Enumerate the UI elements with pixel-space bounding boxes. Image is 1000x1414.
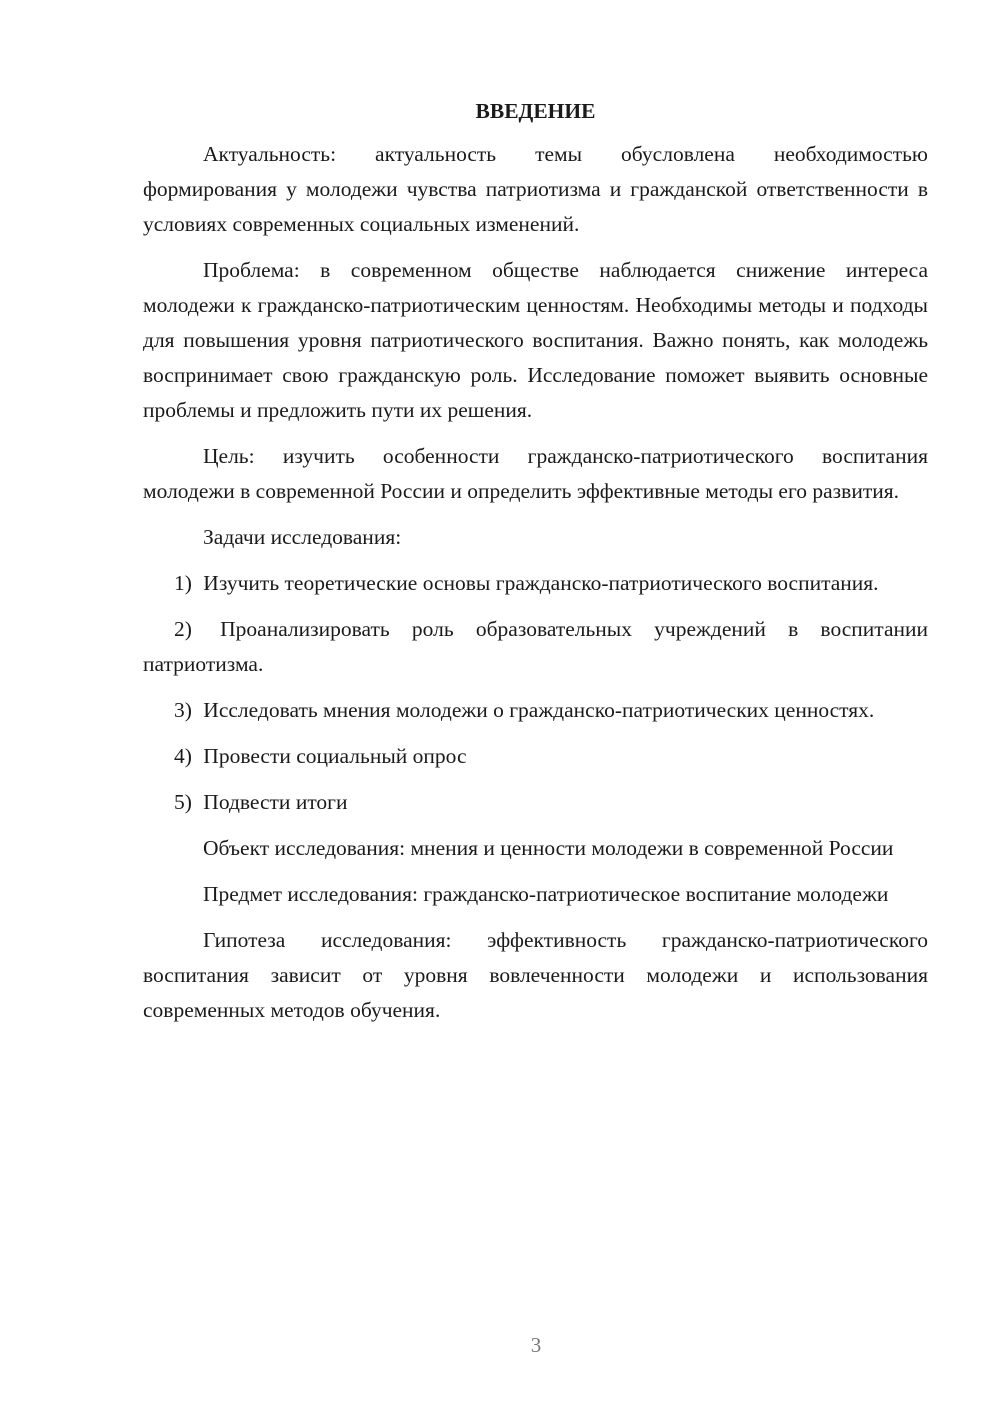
document-page	[143, 96, 928, 1039]
task-number: 1)	[174, 571, 192, 595]
task-item	[143, 693, 928, 728]
task-text: Провести социальный опрос	[203, 744, 467, 768]
tasks-heading: Задачи исследования:	[203, 525, 402, 549]
section-title: ВВЕДЕНИЕ	[475, 99, 596, 123]
relevance-paragraph: Актуальность: актуальность темы обусловлена необходимостью формирования у молодежи чувства патриотизма и гражданской ответственности в условиях современных социальных изменений.	[143, 142, 928, 236]
page-number: 3	[530, 1333, 542, 1357]
task-item	[143, 739, 928, 774]
task-text: Изучить теоретические основы гражданско-патриотического воспитания.	[203, 571, 879, 595]
task-number: 3)	[174, 698, 192, 722]
task-number: 4)	[174, 744, 192, 768]
hypothesis-paragraph: Гипотеза исследования: эффективность гражданско-патриотического воспитания зависит от уровня вовлеченности молодежи и использования современных методов обучения.	[143, 928, 928, 1022]
task-item	[143, 785, 928, 820]
goal-paragraph: Цель: изучить особенности гражданско-патриотического воспитания молодежи в современной России и определить эффективные методы его развития.	[143, 444, 928, 503]
task-text: Подвести итоги	[203, 790, 348, 814]
task-number: 2)	[174, 617, 192, 641]
object-paragraph: Объект исследования: мнения и ценности молодежи в современной России	[203, 836, 894, 860]
task-number: 5)	[174, 790, 192, 814]
problem-paragraph: Проблема: в современном обществе наблюдается снижение интереса молодежи к гражданско-патриотическим ценностям. Необходимы методы и подходы для повышения уровня патриотического воспитания. Важно понять, как молодежь воспринимает свою гражданскую роль. Исследование поможет выявить основные проблемы и предложить пути их решения.	[143, 258, 928, 422]
subject-paragraph: Предмет исследования: гражданско-патриотическое воспитание молодежи	[203, 882, 889, 906]
task-text: Проанализировать роль образовательных учреждений в воспитании патриотизма.	[143, 617, 928, 676]
task-item	[143, 612, 928, 682]
task-text: Исследовать мнения молодежи о гражданско-патриотических ценностях.	[203, 698, 875, 722]
task-item	[143, 566, 928, 601]
